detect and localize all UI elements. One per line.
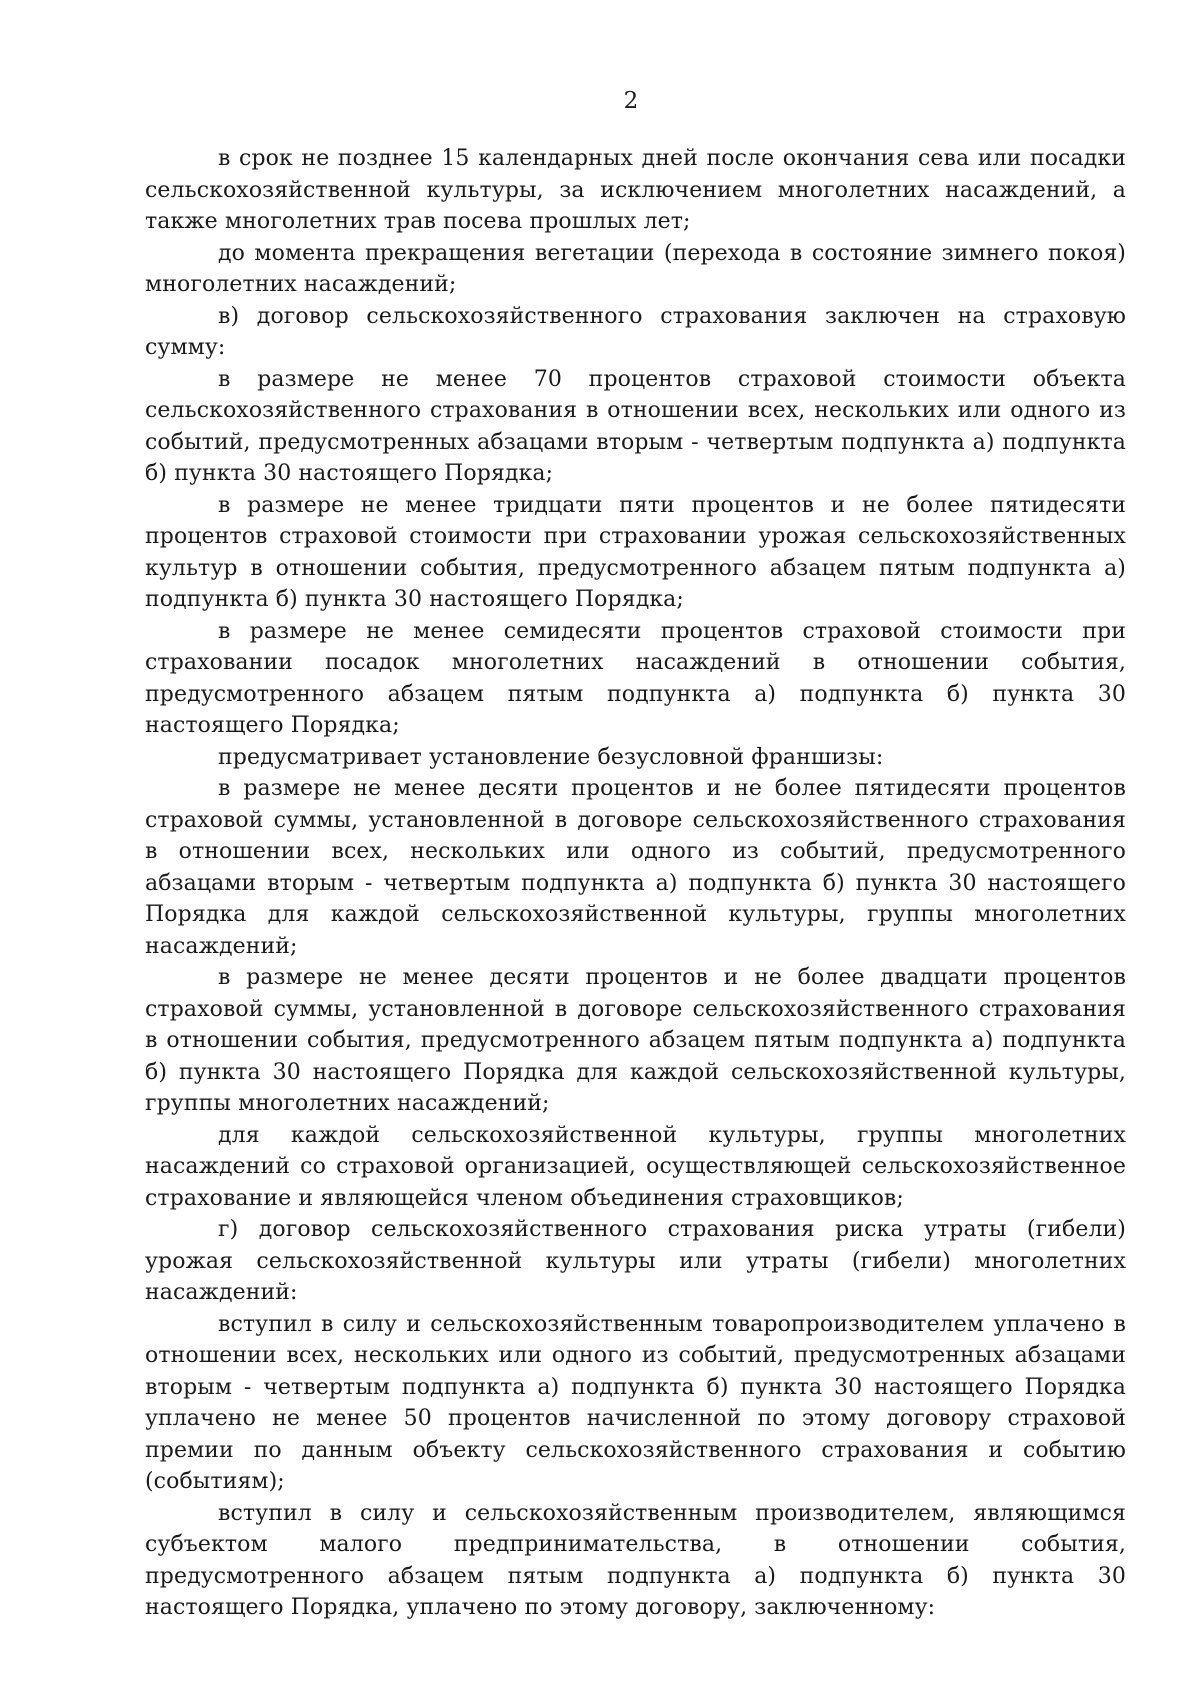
paragraph: для каждой сельскохозяйственной культуры, группы многолетних насаждений со страховой организацией, осуществляющей сельскохозяйственное страхование и являющейся членом объединения страховщиков; (145, 1122, 1126, 1211)
paragraph: в размере не менее 70 процентов страховой стоимости объекта сельскохозяйственного страхования в отношении всех, нескольких или одного из событий, предусмотренных абзацами вторым - четвертым подпункта а) подпункта б) пункта 30 настоящего Порядка; (145, 366, 1126, 486)
paragraph: вступил в силу и сельскохозяйственным производителем, являющимся субъектом малого предпринимательства, в отношении события, предусмотренного абзацем пятым подпункта а) подпункта б) пункта 30 настоящего Порядка, уплачено по этому договору, заключенному: (145, 1500, 1126, 1620)
paragraph: в срок не позднее 15 календарных дней после окончания сева или посадки сельскохозяйственной культуры, за исключением многолетних насаждений, а также многолетних трав посева прошлых лет; (145, 146, 1126, 234)
document-body (145, 143, 1126, 1624)
paragraph: в размере не менее семидесяти процентов страховой стоимости при страховании посадок многолетних насаждений в отношении события, предусмотренного абзацем пятым подпункта а) подпункта б) пункта 30 настоящего Порядка; (145, 618, 1126, 738)
paragraph: в размере не менее десяти процентов и не более двадцати процентов страховой суммы, установленной в договоре сельскохозяйственного страхования в отношении события, предусмотренного абзацем пятым подпункта а) подпункта б) пункта 30 настоящего Порядка для каждой сельскохозяйственной культуры, группы многолетних насаждений; (145, 965, 1126, 1116)
paragraph: в размере не менее тридцати пяти процентов и не более пятидесяти процентов страховой стоимости при страховании урожая сельскохозяйственных культур в отношении события, предусмотренного абзацем пятым подпункта а) подпункта б) пункта 30 настоящего Порядка; (145, 492, 1126, 612)
paragraph: в) договор сельскохозяйственного страхования заключен на страховую сумму: (145, 303, 1126, 360)
paragraph: предусматривает установление безусловной франшизы: (218, 744, 884, 770)
paragraph: до момента прекращения вегетации (перехода в состояние зимнего покоя) многолетних насаждений; (145, 240, 1126, 297)
paragraph: г) договор сельскохозяйственного страхования риска утраты (гибели) урожая сельскохозяйственной культуры или утраты (гибели) многолетних насаждений: (145, 1217, 1126, 1305)
paragraph: вступил в силу и сельскохозяйственным товаропроизводителем уплачено в отношении всех, нескольких или одного из событий, предусмотренных абзацами вторым - четвертым подпункта а) подпункта б) пункта 30 настоящего Порядка уплачено не менее 50 процентов начисленной по этому договору страховой премии по данным объекту сельскохозяйственного страхования и событию (событиям); (145, 1311, 1126, 1494)
paragraph: в размере не менее десяти процентов и не более пятидесяти процентов страховой суммы, установленной в договоре сельскохозяйственного страхования в отношении всех, нескольких или одного из событий, предусмотренного абзацами вторым - четвертым подпункта а) подпункта б) пункта 30 настоящего Порядка для каждой сельскохозяйственной культуры, группы многолетних насаждений; (145, 776, 1126, 959)
page-number: 2 (623, 88, 639, 114)
